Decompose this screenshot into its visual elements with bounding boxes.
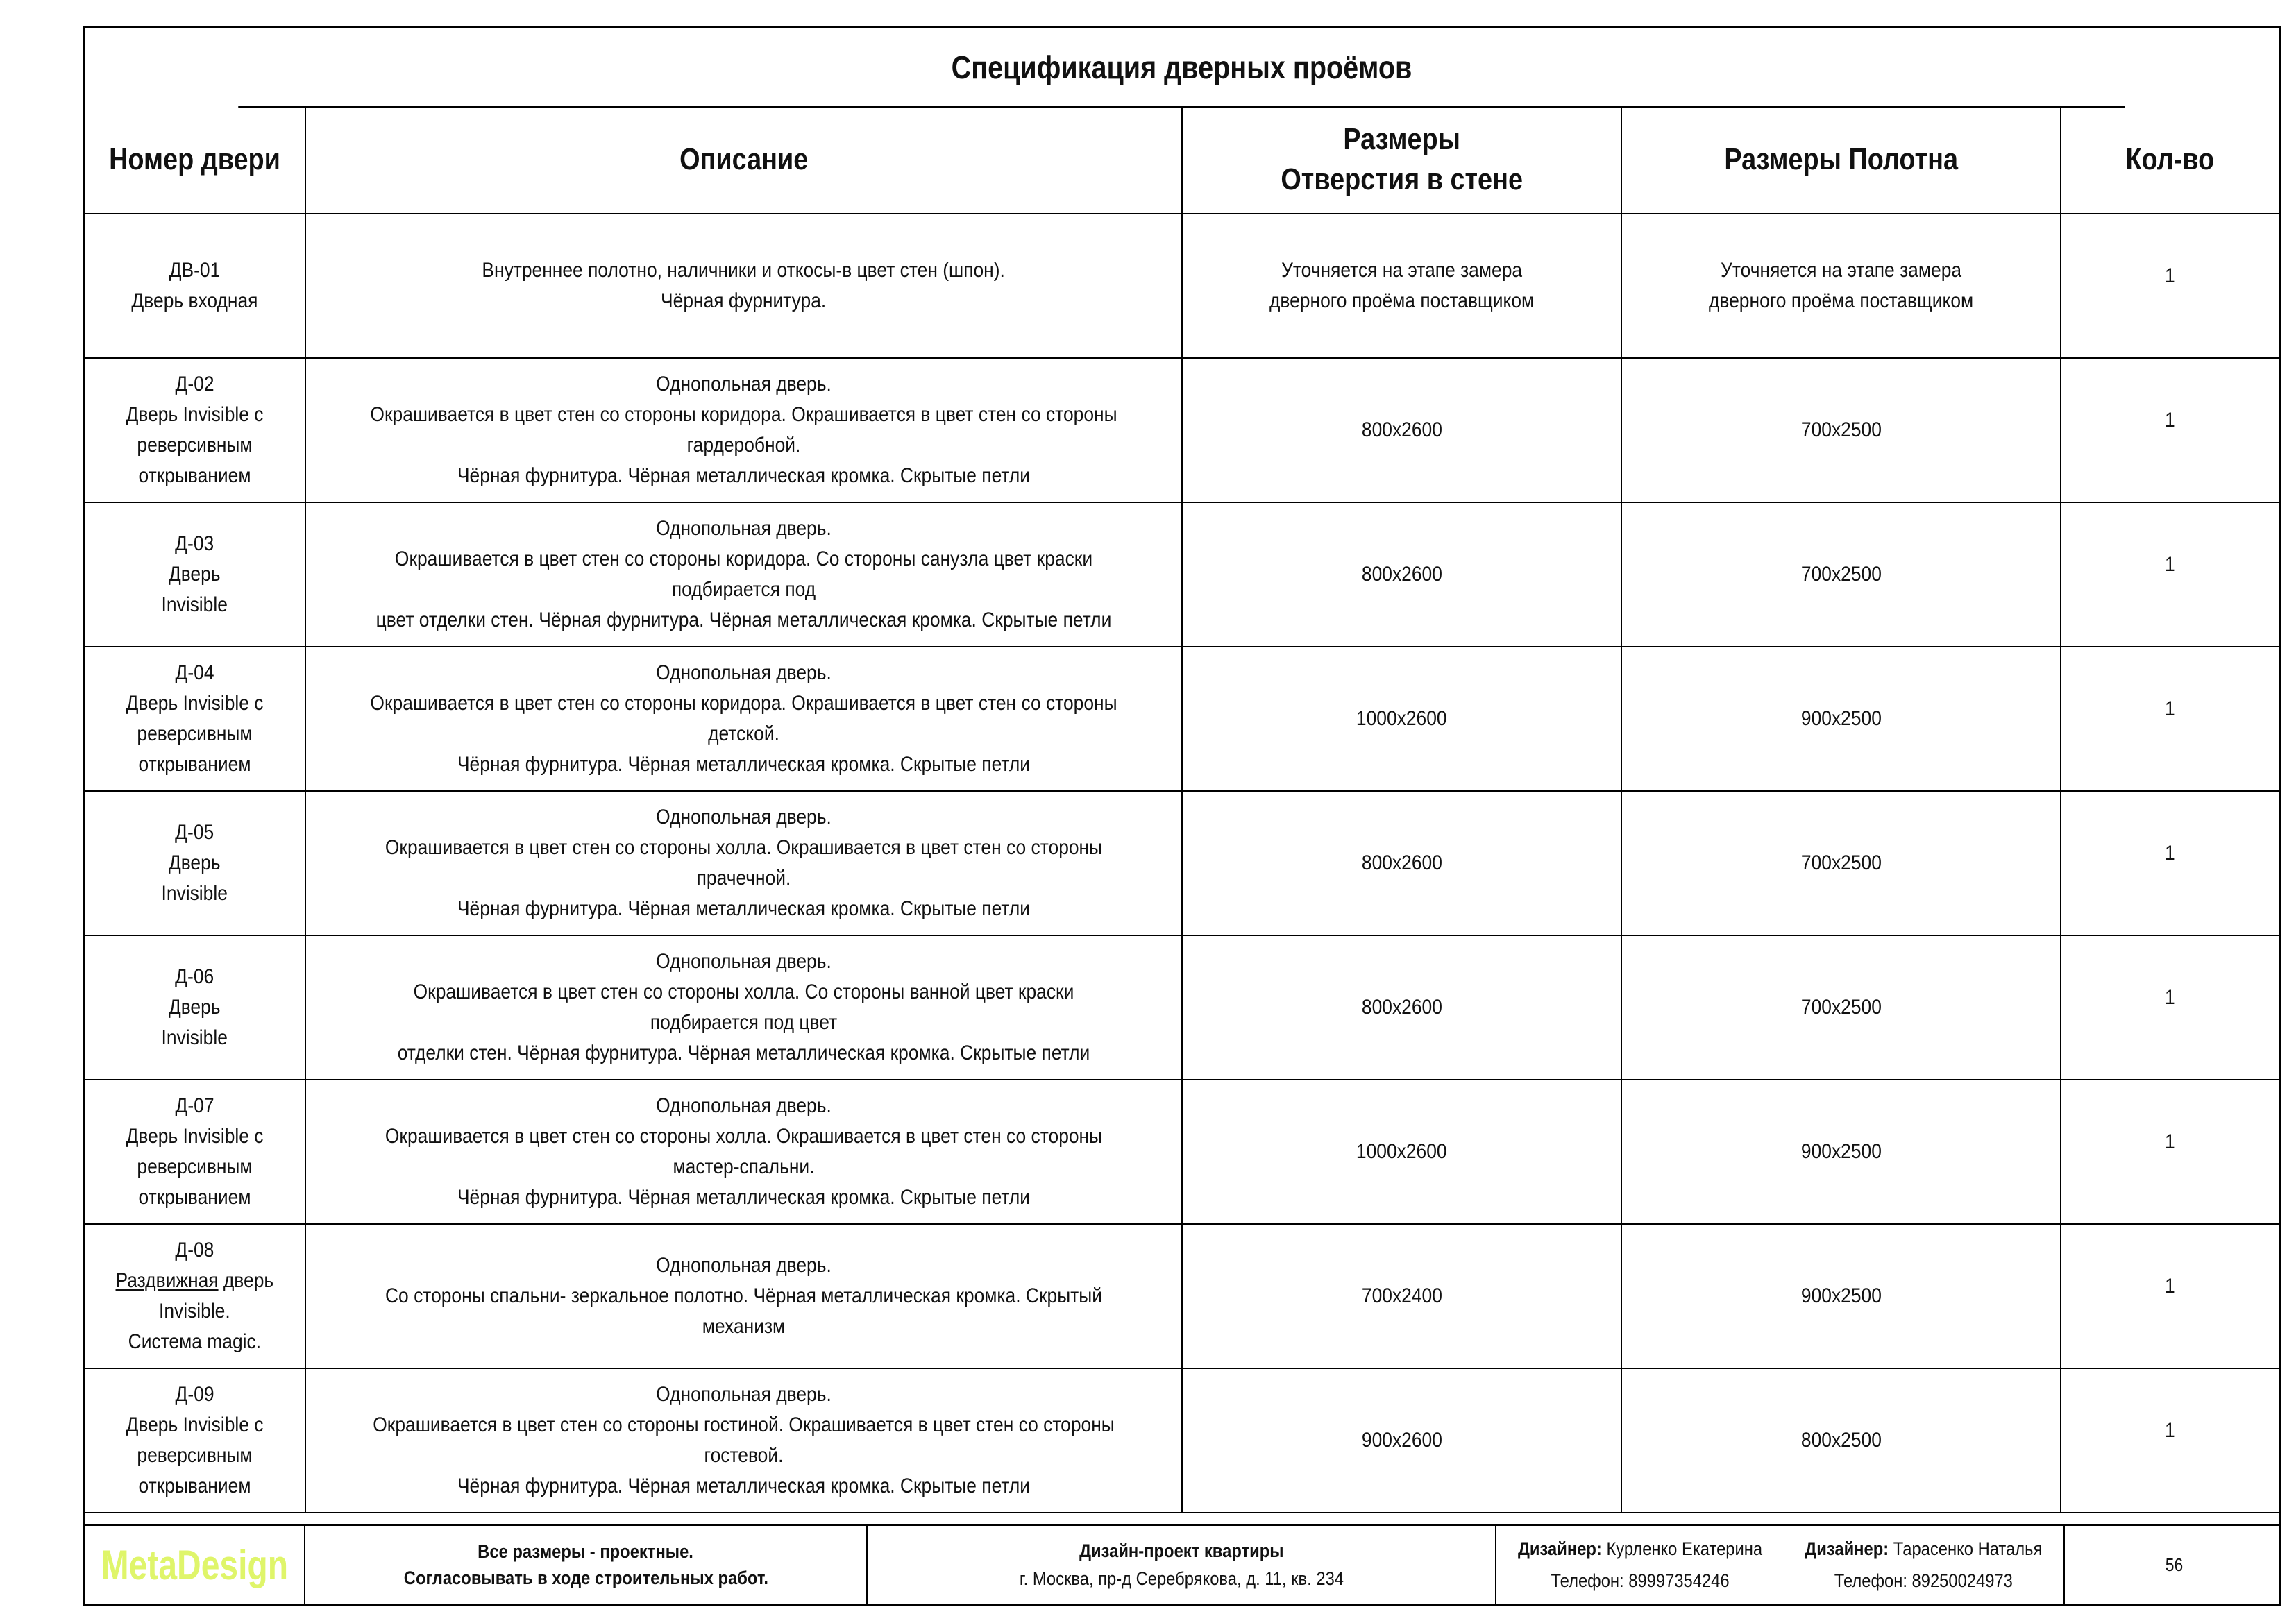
table-row bbox=[85, 1368, 2279, 1513]
opening-size-cell: 900х2600 bbox=[1182, 1368, 1621, 1513]
note-cell bbox=[305, 1526, 868, 1604]
table-row bbox=[85, 502, 2279, 647]
description-cell: Однопольная дверь. Окрашивается в цвет стен со стороны коридора. Со стороны санузла цвет краски подбирается под цвет отделки стен. Чёрная фурнитура. Чёрная металлическая кромка. Скрытые петли bbox=[305, 502, 1182, 647]
header-leaf-size: Размеры Полотна bbox=[1621, 106, 2061, 214]
leaf-size-cell: 700х2500 bbox=[1621, 791, 2061, 935]
table-row bbox=[85, 1224, 2279, 1368]
quantity-cell: 1 bbox=[2061, 1080, 2279, 1224]
table-row bbox=[85, 1080, 2279, 1224]
note-line-2: Согласовывать в ходе строительных работ. bbox=[403, 1567, 768, 1588]
table-row bbox=[85, 214, 2279, 358]
leaf-size-cell: 800х2500 bbox=[1621, 1368, 2061, 1513]
quantity-cell: 1 bbox=[2061, 791, 2279, 935]
project-address: г. Москва, пр-д Серебрякова, д. 11, кв. 234 bbox=[1019, 1568, 1344, 1589]
leaf-size-cell: 900х2500 bbox=[1621, 1224, 2061, 1368]
door-number-cell: Д-04 Дверь Invisible с реверсивным открыванием bbox=[85, 647, 305, 791]
leaf-size-cell: 900х2500 bbox=[1621, 647, 2061, 791]
quantity-cell: 1 bbox=[2061, 214, 2279, 358]
page-number: 56 bbox=[2165, 1554, 2183, 1575]
designer-1-phone: Телефон: 89997354246 bbox=[1551, 1570, 1730, 1591]
quantity-cell: 1 bbox=[2061, 358, 2279, 502]
door-number-cell: Д-02 Дверь Invisible с реверсивным открыванием bbox=[85, 358, 305, 502]
door-spec-table bbox=[85, 106, 2279, 1513]
description-cell: Однопольная дверь. Окрашивается в цвет стен со стороны коридора. Окрашивается в цвет стен со стороны гардеробной. Чёрная фурнитура. Чёрная металлическая кромка. Скрытые петли bbox=[305, 358, 1182, 502]
description-cell: Внутреннее полотно, наличники и откосы-в цвет стен (шпон). Чёрная фурнитура. bbox=[305, 214, 1182, 358]
header-opening-size: Размеры Отверстия в стене bbox=[1182, 106, 1621, 214]
opening-size-cell: 1000х2600 bbox=[1182, 1080, 1621, 1224]
leaf-size-cell: 700х2500 bbox=[1621, 502, 2061, 647]
description-cell: Однопольная дверь. Окрашивается в цвет стен со стороны холла. Окрашивается в цвет стен со стороны прачечной. Чёрная фурнитура. Чёрная металлическая кромка. Скрытые петли bbox=[305, 791, 1182, 935]
door-number-cell: Д-08 Раздвижная дверь Invisible. Система magic. bbox=[85, 1224, 305, 1368]
leaf-size-cell: 900х2500 bbox=[1621, 1080, 2061, 1224]
door-number-cell: Д-09 Дверь Invisible с реверсивным открыванием bbox=[85, 1368, 305, 1513]
door-number-cell: Д-07 Дверь Invisible с реверсивным открыванием bbox=[85, 1080, 305, 1224]
table-row bbox=[85, 358, 2279, 502]
door-number-cell: Д-03 Дверь Invisible bbox=[85, 502, 305, 647]
table-header-row bbox=[85, 106, 2279, 214]
opening-size-cell: 800х2600 bbox=[1182, 358, 1621, 502]
leaf-size-cell: Уточняется на этапе замера дверного проёма поставщиком bbox=[1621, 214, 2061, 358]
designer-1: Дизайнер: Курленко Екатерина Телефон: 89997354246 bbox=[1518, 1533, 1762, 1597]
designer-2-phone: Телефон: 89250024973 bbox=[1834, 1570, 2014, 1591]
designers-cell bbox=[1496, 1526, 2065, 1604]
description-cell: Однопольная дверь. Со стороны спальни- зеркальное полотно. Чёрная металлическая кромка. Скрытый механизм bbox=[305, 1224, 1182, 1368]
opening-size-cell: 800х2600 bbox=[1182, 791, 1621, 935]
header-quantity: Кол-во bbox=[2061, 106, 2279, 214]
metadesign-logo: MetaDesign bbox=[101, 1541, 288, 1588]
header-description: Описание bbox=[305, 106, 1182, 214]
leaf-size-cell: 700х2500 bbox=[1621, 935, 2061, 1080]
quantity-cell: 1 bbox=[2061, 647, 2279, 791]
opening-size-cell: 1000х2600 bbox=[1182, 647, 1621, 791]
page-title: Спецификация дверных проёмов bbox=[238, 28, 2125, 108]
quantity-cell: 1 bbox=[2061, 502, 2279, 647]
note-line-1: Все размеры - проектные. bbox=[478, 1541, 694, 1562]
door-number-cell: Д-05 Дверь Invisible bbox=[85, 791, 305, 935]
title-block bbox=[85, 1524, 2279, 1604]
description-cell: Однопольная дверь. Окрашивается в цвет стен со стороны гостиной. Окрашивается в цвет стен со стороны гостевой. Чёрная фурнитура. Чёрная металлическая кромка. Скрытые петли bbox=[305, 1368, 1182, 1513]
description-cell: Однопольная дверь. Окрашивается в цвет стен со стороны холла. Окрашивается в цвет стен со стороны мастер-спальни. Чёрная фурнитура. Чёрная металлическая кромка. Скрытые петли bbox=[305, 1080, 1182, 1224]
page-number-cell bbox=[2065, 1526, 2283, 1604]
logo-cell bbox=[85, 1526, 305, 1604]
project-title: Дизайн-проект квартиры bbox=[1079, 1540, 1284, 1561]
leaf-size-cell: 700х2500 bbox=[1621, 358, 2061, 502]
opening-size-cell: Уточняется на этапе замера дверного проёма поставщиком bbox=[1182, 214, 1621, 358]
description-cell: Однопольная дверь. Окрашивается в цвет стен со стороны холла. Со стороны ванной цвет краски подбирается под цвет отделки стен. Чёрная фурнитура. Чёрная металлическая кромка. Скрытые петли bbox=[305, 935, 1182, 1080]
opening-size-cell: 800х2600 bbox=[1182, 502, 1621, 647]
table-row bbox=[85, 935, 2279, 1080]
table-row bbox=[85, 791, 2279, 935]
quantity-cell: 1 bbox=[2061, 935, 2279, 1080]
opening-size-cell: 800х2600 bbox=[1182, 935, 1621, 1080]
opening-size-cell: 700х2400 bbox=[1182, 1224, 1621, 1368]
specification-sheet bbox=[83, 26, 2281, 1606]
quantity-cell: 1 bbox=[2061, 1224, 2279, 1368]
description-cell: Однопольная дверь. Окрашивается в цвет стен со стороны коридора. Окрашивается в цвет стен со стороны детской. Чёрная фурнитура. Чёрная металлическая кромка. Скрытые петли bbox=[305, 647, 1182, 791]
door-number-cell: ДВ-01 Дверь входная bbox=[85, 214, 305, 358]
project-cell bbox=[868, 1526, 1496, 1604]
header-door-number: Номер двери bbox=[85, 106, 305, 214]
door-number-cell: Д-06 Дверь Invisible bbox=[85, 935, 305, 1080]
designer-2: Дизайнер: Тарасенко Наталья Телефон: 89250024973 bbox=[1805, 1533, 2043, 1597]
quantity-cell: 1 bbox=[2061, 1368, 2279, 1513]
table-row bbox=[85, 647, 2279, 791]
